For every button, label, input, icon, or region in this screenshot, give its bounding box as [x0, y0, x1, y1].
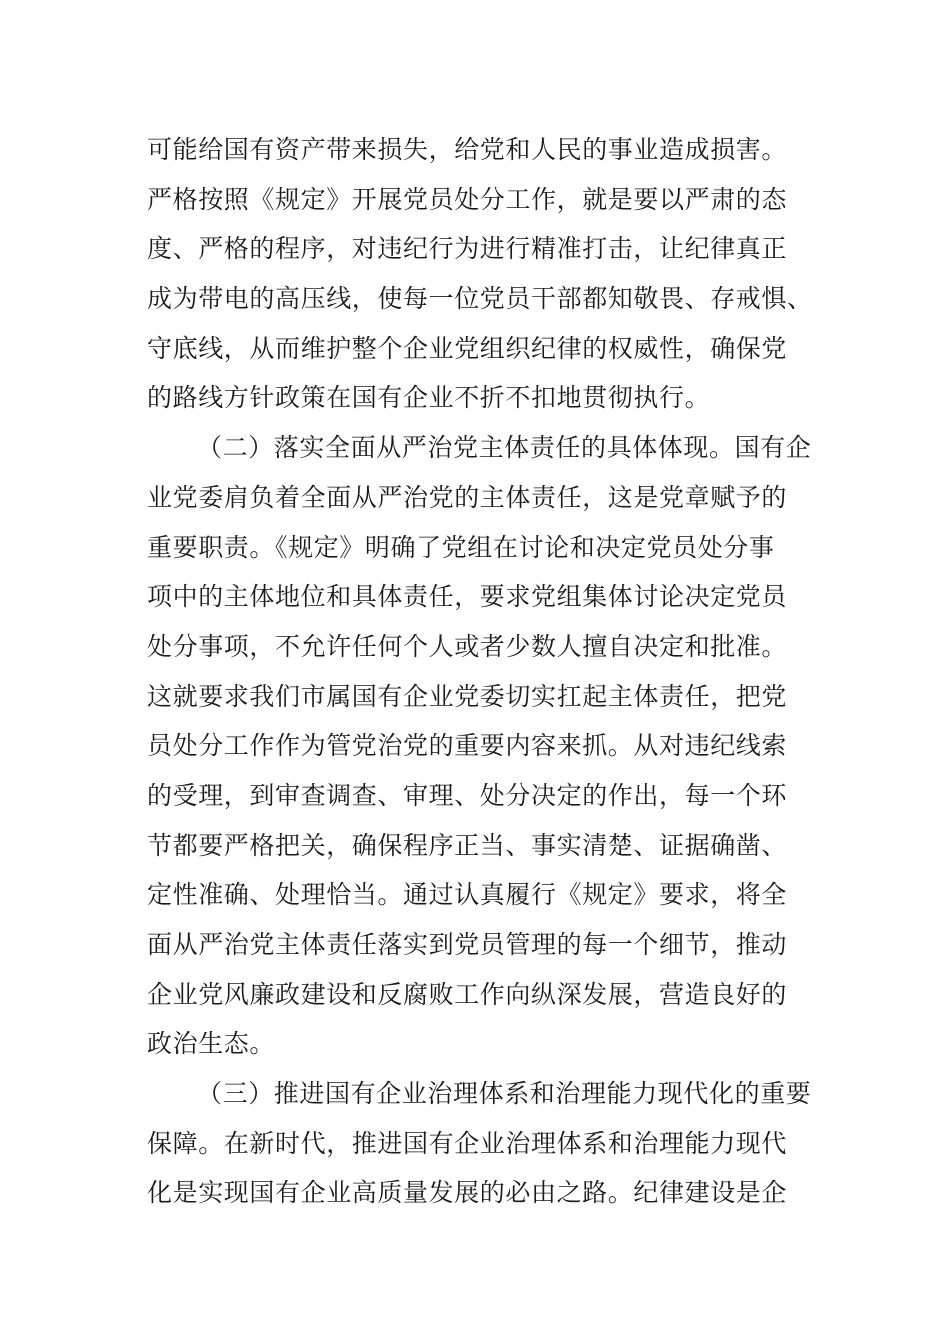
text-line: 度、严格的程序，对违纪行为进行精准打击，让纪律真正 — [147, 234, 788, 264]
text-line: 保障。在新时代，推进国有企业治理体系和治理能力现代 — [147, 1128, 788, 1158]
text-line: 定性准确、处理恰当。通过认真履行《规定》要求，将全 — [147, 880, 788, 910]
text-line: 化是实现国有企业高质量发展的必由之路。纪律建设是企 — [147, 1178, 788, 1208]
text-line: 面从严治党主体责任落实到党员管理的每一个细节，推动 — [147, 930, 788, 959]
text-line: 业党委肩负着全面从严治党的主体责任，这是党章赋予的 — [147, 482, 788, 512]
section-heading-line: （三）推进国有企业治理体系和治理能力现代化的重要 — [197, 1079, 812, 1109]
text-line: 的路线方针政策在国有企业不折不扣地贯彻执行。 — [147, 383, 711, 413]
text-line: 重要职责。《规定》明确了党组在讨论和决定党员处分事 — [147, 532, 775, 562]
text-line: 项中的主体地位和具体责任，要求党组集体讨论决定党员 — [147, 582, 788, 612]
text-line: 处分事项，不允许任何个人或者少数人擅自决定和批准。 — [147, 631, 788, 661]
text-line: 企业党风廉政建设和反腐败工作向纵深发展，营造良好的 — [147, 979, 788, 1009]
text-line: 成为带电的高压线，使每一位党员干部都知敬畏、存戒惧、 — [147, 284, 813, 314]
text-line: 节都要严格把关，确保程序正当、事实清楚、证据确凿、 — [147, 830, 788, 860]
text-line: 可能给国有资产带来损失，给党和人民的事业造成损害。 — [147, 135, 788, 164]
text-line: 政治生态。 — [147, 1029, 276, 1059]
document-body — [147, 125, 813, 1218]
text-line: 员处分工作作为管党治党的重要内容来抓。从对违纪线索 — [147, 731, 788, 761]
text-line: 严格按照《规定》开展党员处分工作，就是要以严肃的态 — [147, 184, 788, 214]
text-line: 的受理，到审查调查、审理、处分决定的作出，每一个环 — [147, 780, 788, 810]
text-line: 这就要求我们市属国有企业党委切实扛起主体责任，把党 — [147, 681, 788, 711]
text-line: 守底线，从而维护整个企业党组织纪律的权威性，确保党 — [147, 333, 788, 363]
section-heading-line: （二）落实全面从严治党主体责任的具体体现。国有企 — [197, 433, 812, 463]
